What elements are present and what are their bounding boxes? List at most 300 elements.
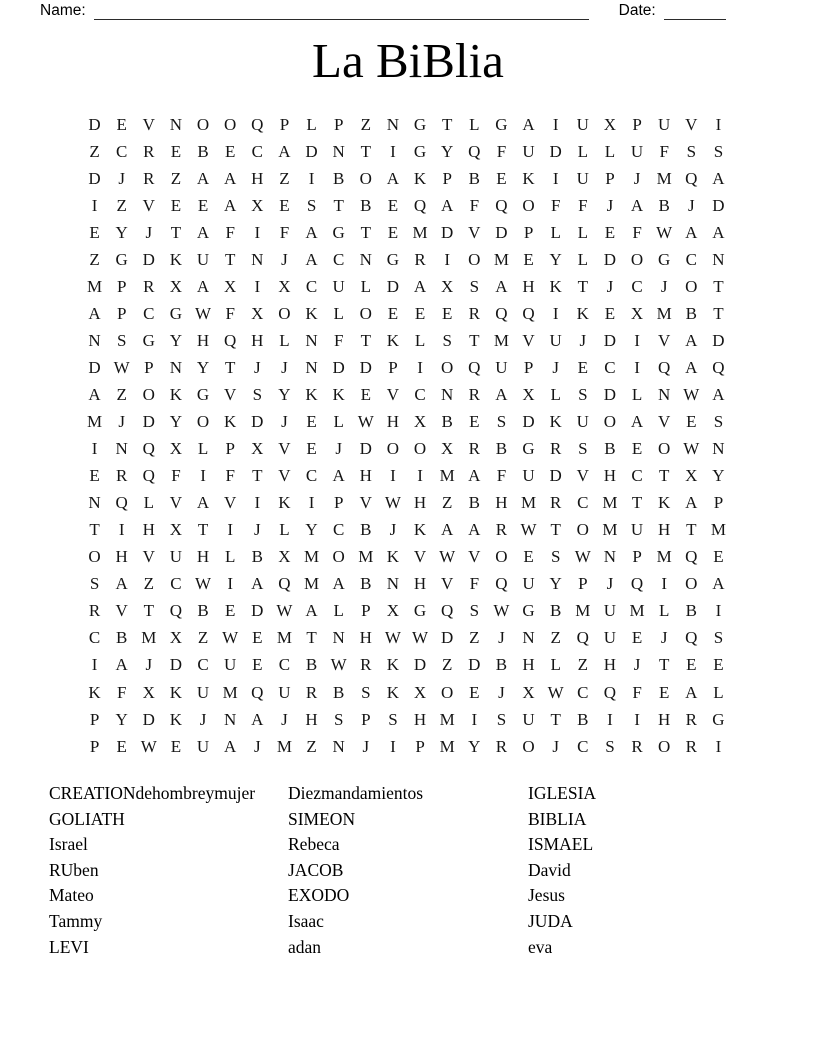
grid-cell: D — [142, 412, 155, 432]
grid-cell: E — [170, 195, 182, 215]
grid-cell: B — [197, 601, 209, 621]
grid-cell: J — [199, 709, 207, 729]
grid-cell: D — [251, 601, 264, 621]
grid-cell: J — [145, 222, 153, 242]
grid-cell: J — [254, 357, 261, 377]
grid-cell: S — [388, 709, 398, 729]
grid-cell: A — [630, 195, 644, 215]
grid-cell: A — [712, 222, 725, 242]
grid-cell: V — [468, 222, 481, 242]
grid-cell: H — [359, 466, 372, 486]
grid-cell: H — [413, 574, 427, 594]
grid-cell: A — [685, 222, 698, 242]
grid-cell: L — [197, 439, 209, 459]
grid-cell: Q — [142, 439, 155, 459]
grid-cell: V — [115, 601, 128, 621]
date-blank-line — [664, 2, 726, 20]
grid-cell: C — [197, 655, 209, 675]
grid-cell: E — [604, 303, 616, 323]
grid-cell: K — [88, 682, 101, 702]
grid-cell: E — [252, 655, 263, 675]
grid-cell: J — [281, 412, 288, 432]
grid-cell: Q — [251, 114, 264, 134]
grid-cell: W — [195, 303, 212, 323]
grid-cell: A — [685, 682, 698, 702]
grid-cell: Q — [522, 303, 535, 323]
grid-cell: T — [658, 466, 670, 486]
grid-cell: D — [712, 330, 725, 350]
grid-cell: O — [224, 114, 237, 134]
grid-cell: V — [386, 384, 400, 404]
grid-cell: M — [656, 303, 672, 323]
grid-cell: Q — [495, 574, 508, 594]
grid-cell: O — [468, 249, 481, 269]
grid-cell: Z — [89, 249, 100, 269]
grid-cell: E — [170, 141, 182, 161]
grid-cell: A — [305, 222, 318, 242]
word-item: Isaac — [288, 910, 324, 931]
grid-cell: C — [170, 574, 182, 594]
grid-cell: G — [169, 303, 183, 323]
grid-cell: F — [550, 195, 561, 215]
grid-cell: D — [522, 412, 535, 432]
grid-cell: Y — [468, 736, 481, 756]
grid-cell: Z — [441, 493, 453, 513]
grid-cell: F — [171, 466, 181, 486]
grid-cell: D — [88, 168, 101, 188]
grid-cell: Q — [251, 682, 264, 702]
grid-cell: E — [414, 303, 426, 323]
grid-cell: S — [496, 412, 507, 432]
grid-cell: V — [169, 493, 183, 513]
grid-cell: Y — [115, 222, 128, 242]
word-item: SIMEON — [288, 808, 356, 829]
grid-cell: B — [468, 493, 480, 513]
grid-cell: D — [142, 709, 155, 729]
grid-cell: A — [495, 384, 508, 404]
grid-cell: X — [278, 547, 291, 567]
word-item: David — [528, 859, 571, 880]
grid-cell: V — [142, 195, 155, 215]
grid-cell: D — [169, 655, 183, 675]
grid-cell: K — [224, 412, 237, 432]
grid-cell: K — [278, 493, 291, 513]
grid-cell: X — [142, 682, 155, 702]
grid-cell: K — [658, 493, 671, 513]
grid-cell: U — [196, 736, 210, 756]
grid-cell: V — [142, 114, 155, 134]
grid-cell: F — [225, 466, 235, 486]
grid-cell: E — [360, 384, 371, 404]
grid-cell: J — [254, 520, 261, 540]
grid-cell: X — [251, 303, 264, 323]
grid-cell: Q — [278, 574, 291, 594]
grid-cell: D — [468, 655, 481, 675]
grid-cell: S — [252, 384, 263, 404]
grid-cell: H — [522, 655, 535, 675]
grid-cell: M — [141, 628, 157, 648]
grid-cell: I — [91, 439, 98, 459]
grid-cell: Z — [279, 168, 290, 188]
grid-cell: L — [577, 249, 588, 269]
grid-cell: Z — [306, 736, 317, 756]
grid-cell: W — [195, 574, 212, 594]
grid-cell: J — [145, 655, 153, 675]
word-search-grid — [81, 111, 732, 760]
grid-cell: T — [658, 655, 670, 675]
word-item: CREATIONdehombreymujer — [49, 783, 256, 803]
word-list-column — [288, 781, 423, 960]
grid-cell: A — [88, 384, 101, 404]
grid-cell: G — [522, 439, 535, 459]
grid-cell: A — [441, 520, 454, 540]
grid-cell: S — [469, 601, 480, 621]
grid-cell: B — [495, 439, 508, 459]
grid-cell: I — [715, 114, 722, 134]
grid-cell: C — [333, 520, 345, 540]
grid-cell: C — [305, 466, 318, 486]
grid-cell: N — [386, 114, 400, 134]
grid-cell: H — [142, 520, 155, 540]
grid-cell: G — [495, 114, 508, 134]
grid-cell: J — [688, 195, 695, 215]
grid-cell: E — [631, 439, 643, 459]
grid-cell: C — [631, 276, 643, 296]
word-item: Diezmandamientos — [288, 783, 424, 803]
grid-cell: A — [413, 276, 427, 296]
grid-cell: L — [333, 303, 344, 323]
grid-cell: P — [144, 357, 154, 377]
grid-cell: A — [685, 357, 698, 377]
grid-cell: Q — [413, 195, 427, 215]
grid-cell: I — [91, 195, 98, 215]
grid-cell: U — [522, 141, 535, 161]
grid-cell: C — [631, 466, 643, 486]
name-blank-line — [94, 2, 589, 20]
grid-cell: P — [89, 736, 100, 756]
grid-cell: J — [281, 709, 288, 729]
grid-cell: W — [439, 547, 456, 567]
grid-cell: Q — [658, 357, 671, 377]
grid-cell: A — [224, 168, 237, 188]
grid-cell: E — [116, 736, 127, 756]
grid-cell: K — [305, 384, 318, 404]
grid-cell: P — [116, 303, 127, 323]
grid-cell: L — [550, 384, 561, 404]
grid-cell: Q — [441, 601, 454, 621]
grid-cell: S — [605, 736, 615, 756]
grid-cell: U — [658, 114, 671, 134]
grid-cell: Q — [142, 466, 155, 486]
word-item: LEVI — [49, 936, 89, 957]
grid-cell: U — [630, 520, 644, 540]
word-item: Mateo — [49, 885, 94, 906]
grid-cell: W — [574, 547, 591, 567]
grid-cell: O — [359, 303, 372, 323]
grid-cell: O — [413, 439, 427, 459]
grid-cell: E — [306, 412, 317, 432]
grid-cell: M — [358, 547, 374, 567]
grid-cell: P — [605, 168, 615, 188]
grid-cell: G — [142, 330, 155, 350]
grid-cell: N — [386, 574, 400, 594]
grid-cell: T — [143, 601, 154, 621]
grid-cell: U — [549, 330, 562, 350]
grid-cell: Q — [685, 168, 698, 188]
grid-cell: L — [306, 114, 317, 134]
grid-cell: Q — [115, 493, 128, 513]
grid-cell: K — [386, 655, 400, 675]
grid-cell: D — [142, 249, 155, 269]
grid-cell: F — [225, 303, 235, 323]
grid-cell: Y — [441, 141, 454, 161]
grid-cell: P — [442, 168, 452, 188]
grid-cell: I — [308, 168, 315, 188]
grid-cell: S — [713, 628, 724, 648]
grid-cell: U — [522, 574, 535, 594]
grid-cell: I — [118, 520, 125, 540]
grid-cell: Z — [197, 628, 209, 648]
grid-cell: X — [522, 682, 535, 702]
grid-cell: I — [552, 168, 559, 188]
grid-cell: O — [522, 195, 535, 215]
grid-cell: B — [305, 655, 318, 675]
grid-cell: U — [495, 357, 508, 377]
grid-cell: A — [468, 520, 481, 540]
grid-cell: M — [493, 330, 509, 350]
grid-cell: E — [387, 222, 399, 242]
grid-cell: L — [577, 222, 588, 242]
grid-cell: E — [577, 357, 588, 377]
grid-cell: E — [387, 195, 399, 215]
grid-cell: G — [413, 114, 427, 134]
grid-cell: T — [252, 466, 263, 486]
grid-cell: O — [332, 547, 345, 567]
grid-cell: L — [333, 601, 344, 621]
grid-cell: M — [87, 412, 103, 432]
grid-cell: A — [332, 574, 345, 594]
grid-cell: O — [88, 547, 101, 567]
grid-cell: P — [89, 709, 100, 729]
grid-cell: V — [658, 330, 671, 350]
grid-cell: J — [281, 249, 288, 269]
grid-cell: D — [712, 195, 725, 215]
grid-cell: R — [88, 601, 101, 621]
grid-cell: J — [118, 168, 125, 188]
grid-cell: E — [658, 682, 670, 702]
grid-cell: I — [634, 709, 640, 729]
grid-cell: Q — [685, 547, 698, 567]
grid-cell: M — [439, 709, 455, 729]
grid-cell: W — [140, 736, 157, 756]
grid-cell: R — [468, 384, 480, 404]
grid-cell: D — [413, 655, 427, 675]
grid-cell: O — [685, 276, 698, 296]
grid-cell: N — [332, 141, 345, 161]
grid-cell: Z — [116, 384, 127, 404]
grid-cell: X — [169, 628, 183, 648]
grid-cell: E — [523, 249, 534, 269]
grid-cell: E — [686, 655, 697, 675]
grid-cell: H — [196, 547, 210, 567]
grid-cell: L — [279, 520, 290, 540]
grid-cell: T — [686, 520, 697, 540]
grid-cell: W — [330, 655, 347, 675]
grid-cell: A — [495, 276, 508, 296]
grid-cell: Y — [712, 466, 725, 486]
grid-cell: X — [169, 439, 183, 459]
grid-cell: B — [685, 601, 697, 621]
grid-cell: T — [170, 222, 182, 242]
grid-cell: N — [359, 249, 372, 269]
grid-cell: Y — [169, 330, 183, 350]
grid-cell: J — [281, 357, 288, 377]
grid-cell: S — [442, 330, 452, 350]
grid-cell: B — [495, 655, 508, 675]
grid-cell: J — [552, 357, 559, 377]
grid-cell: M — [602, 493, 618, 513]
grid-cell: P — [361, 601, 371, 621]
grid-cell: R — [685, 709, 697, 729]
grid-cell: V — [278, 466, 291, 486]
grid-cell: G — [658, 249, 671, 269]
grid-cell: W — [493, 601, 510, 621]
grid-cell: Y — [169, 412, 183, 432]
grid-cell: U — [522, 709, 535, 729]
grid-cell: X — [386, 601, 400, 621]
grid-cell: N — [169, 357, 183, 377]
grid-cell: S — [333, 709, 344, 729]
grid-cell: Y — [278, 384, 291, 404]
grid-cell: D — [359, 357, 372, 377]
grid-cell: I — [308, 493, 315, 513]
grid-cell: X — [413, 412, 427, 432]
grid-cell: O — [685, 574, 698, 594]
grid-cell: Y — [196, 357, 210, 377]
grid-cell: L — [333, 412, 344, 432]
grid-cell: K — [386, 547, 400, 567]
grid-cell: J — [606, 276, 614, 296]
grid-cell: T — [89, 520, 100, 540]
grid-cell: K — [332, 384, 345, 404]
grid-cell: T — [631, 493, 643, 513]
grid-cell: R — [550, 439, 562, 459]
grid-cell: A — [630, 412, 644, 432]
grid-cell: T — [469, 330, 480, 350]
grid-cell: J — [362, 736, 370, 756]
grid-cell: M — [629, 601, 645, 621]
grid-cell: E — [441, 303, 453, 323]
grid-cell: X — [251, 195, 264, 215]
grid-cell: P — [361, 709, 371, 729]
grid-cell: D — [359, 439, 372, 459]
grid-cell: A — [115, 655, 128, 675]
grid-cell: I — [715, 601, 722, 621]
grid-cell: V — [441, 574, 454, 594]
grid-cell: V — [413, 547, 427, 567]
grid-cell: L — [279, 330, 290, 350]
grid-cell: L — [631, 384, 643, 404]
grid-cell: O — [441, 682, 454, 702]
grid-cell: X — [522, 384, 535, 404]
grid-cell: H — [386, 412, 400, 432]
name-label: Name: — [40, 2, 86, 19]
grid-cell: P — [279, 114, 290, 134]
grid-cell: C — [604, 357, 616, 377]
grid-cell: L — [414, 330, 426, 350]
grid-cell: L — [224, 547, 236, 567]
grid-cell: C — [305, 276, 318, 296]
grid-cell: N — [88, 330, 101, 350]
grid-cell: B — [333, 682, 345, 702]
grid-cell: A — [712, 168, 725, 188]
grid-cell: R — [495, 736, 508, 756]
grid-cell: B — [360, 520, 372, 540]
grid-cell: N — [522, 628, 535, 648]
grid-cell: G — [522, 601, 535, 621]
grid-cell: Z — [550, 628, 561, 648]
grid-cell: W — [683, 384, 700, 404]
grid-cell: Z — [441, 655, 453, 675]
grid-cell: Z — [170, 168, 182, 188]
grid-cell: D — [603, 330, 617, 350]
grid-cell: F — [632, 682, 642, 702]
grid-cell: R — [414, 249, 426, 269]
grid-cell: M — [710, 520, 726, 540]
grid-cell: A — [332, 466, 345, 486]
grid-cell: A — [685, 493, 698, 513]
grid-cell: P — [632, 547, 642, 567]
grid-cell: J — [389, 520, 397, 540]
grid-cell: S — [686, 141, 697, 161]
grid-cell: P — [523, 222, 534, 242]
grid-cell: M — [602, 520, 618, 540]
grid-cell: R — [685, 736, 697, 756]
grid-cell: I — [91, 655, 98, 675]
grid-cell: W — [276, 601, 293, 621]
grid-cell: O — [658, 736, 671, 756]
word-item: IGLESIA — [528, 783, 597, 803]
grid-cell: A — [224, 736, 237, 756]
grid-cell: O — [658, 439, 671, 459]
grid-cell: C — [278, 655, 291, 675]
grid-cell: J — [606, 195, 614, 215]
grid-cell: M — [439, 466, 455, 486]
grid-cell: R — [468, 439, 480, 459]
grid-cell: Z — [577, 655, 588, 675]
grid-cell: P — [523, 357, 534, 377]
grid-cell: K — [386, 682, 400, 702]
grid-cell: I — [715, 736, 722, 756]
grid-cell: Q — [468, 357, 481, 377]
header-row — [40, 2, 740, 20]
grid-cell: R — [305, 682, 318, 702]
grid-cell: H — [603, 655, 617, 675]
grid-cell: L — [550, 655, 561, 675]
grid-cell: E — [523, 547, 534, 567]
grid-cell: O — [441, 357, 454, 377]
grid-cell: N — [305, 330, 318, 350]
grid-cell: B — [360, 574, 372, 594]
grid-cell: U — [278, 682, 291, 702]
grid-cell: F — [116, 682, 127, 702]
grid-cell: M — [304, 547, 320, 567]
grid-cell: B — [685, 303, 697, 323]
grid-cell: S — [713, 412, 724, 432]
grid-cell: F — [659, 141, 669, 161]
word-item: JACOB — [288, 859, 344, 880]
grid-cell: T — [577, 276, 588, 296]
